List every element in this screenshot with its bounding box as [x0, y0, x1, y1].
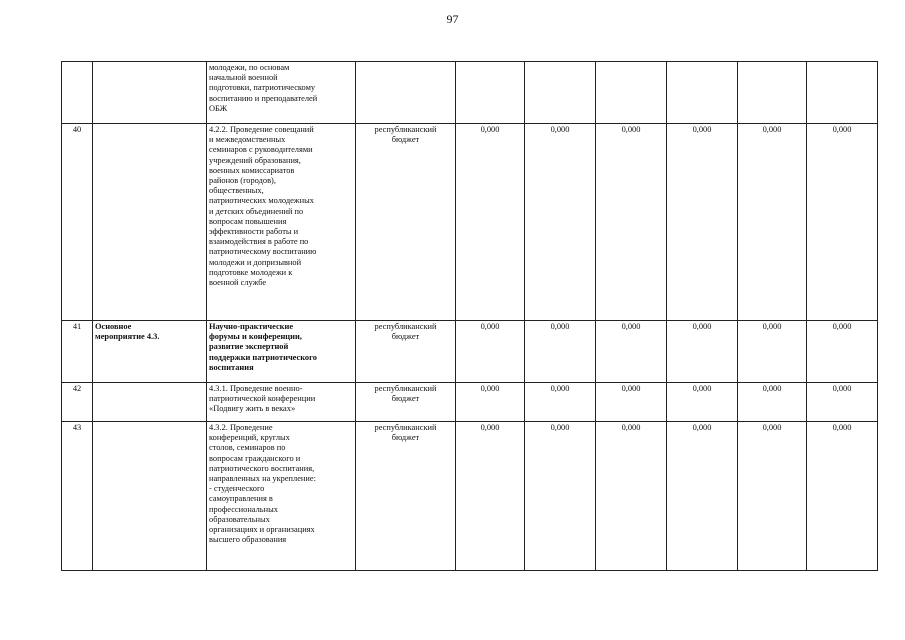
value-cell: 0,000 [456, 321, 525, 383]
funding-source-cell: республиканский бюджет [356, 422, 456, 571]
value-cell: 0,000 [525, 124, 596, 321]
event-cell [93, 62, 207, 124]
value-cell: 0,000 [525, 383, 596, 422]
funding-source-cell: республиканский бюджет [356, 124, 456, 321]
value-cell: 0,000 [807, 383, 878, 422]
measure-name-cell: 4.2.2. Проведение совещаний и межведомственных семинаров с руководителями учреждений образования, военных комиссариатов районов (городов), общественных, патриотических молодежных и детских объединений по вопросам повышения эффективности работы и взаимодействия в работе по патриотическому воспитанию молодежи и допризывной подготовке молодежи к военной службе [207, 124, 356, 321]
table-row [62, 422, 878, 571]
table-row [62, 321, 878, 383]
value-cell [456, 62, 525, 124]
funding-source-cell [356, 62, 456, 124]
budget-table [61, 61, 878, 571]
value-cell [738, 62, 807, 124]
table-row [62, 383, 878, 422]
value-cell: 0,000 [596, 124, 667, 321]
value-cell: 0,000 [667, 321, 738, 383]
value-cell: 0,000 [807, 124, 878, 321]
event-cell: Основное мероприятие 4.3. [93, 321, 207, 383]
funding-source-cell: республиканский бюджет [356, 383, 456, 422]
value-cell: 0,000 [525, 422, 596, 571]
value-cell: 0,000 [456, 124, 525, 321]
value-cell: 0,000 [667, 422, 738, 571]
value-cell: 0,000 [456, 422, 525, 571]
measure-name-cell: 4.3.2. Проведение конференций, круглых столов, семинаров по вопросам гражданского и патриотического воспитания, направленных на укрепление: - студенческого самоуправления в профессиональных образовательных организациях и организациях высшего образования [207, 422, 356, 571]
row-number: 40 [62, 124, 93, 321]
value-cell: 0,000 [738, 383, 807, 422]
value-cell: 0,000 [807, 321, 878, 383]
row-number: 41 [62, 321, 93, 383]
event-cell [93, 422, 207, 571]
value-cell: 0,000 [667, 383, 738, 422]
measure-name-cell: молодежи, по основам начальной военной подготовки, патриотическому воспитанию и преподавателей ОБЖ [207, 62, 356, 124]
measure-name-cell: Научно-практические форумы и конференции, развитие экспертной поддержки патриотического воспитания [207, 321, 356, 383]
event-cell [93, 383, 207, 422]
table-row [62, 124, 878, 321]
value-cell: 0,000 [738, 321, 807, 383]
value-cell: 0,000 [456, 383, 525, 422]
value-cell: 0,000 [738, 124, 807, 321]
value-cell [525, 62, 596, 124]
value-cell [807, 62, 878, 124]
value-cell: 0,000 [667, 124, 738, 321]
table-row [62, 62, 878, 124]
value-cell [667, 62, 738, 124]
value-cell: 0,000 [807, 422, 878, 571]
page-number: 97 [446, 12, 459, 26]
value-cell: 0,000 [596, 383, 667, 422]
funding-source-cell: республиканский бюджет [356, 321, 456, 383]
row-number [62, 62, 93, 124]
value-cell: 0,000 [596, 321, 667, 383]
value-cell: 0,000 [738, 422, 807, 571]
value-cell: 0,000 [525, 321, 596, 383]
row-number: 43 [62, 422, 93, 571]
measure-name-cell: 4.3.1. Проведение военно- патриотической конференции «Подвигу жить в веках» [207, 383, 356, 422]
value-cell: 0,000 [596, 422, 667, 571]
row-number: 42 [62, 383, 93, 422]
value-cell [596, 62, 667, 124]
event-cell [93, 124, 207, 321]
